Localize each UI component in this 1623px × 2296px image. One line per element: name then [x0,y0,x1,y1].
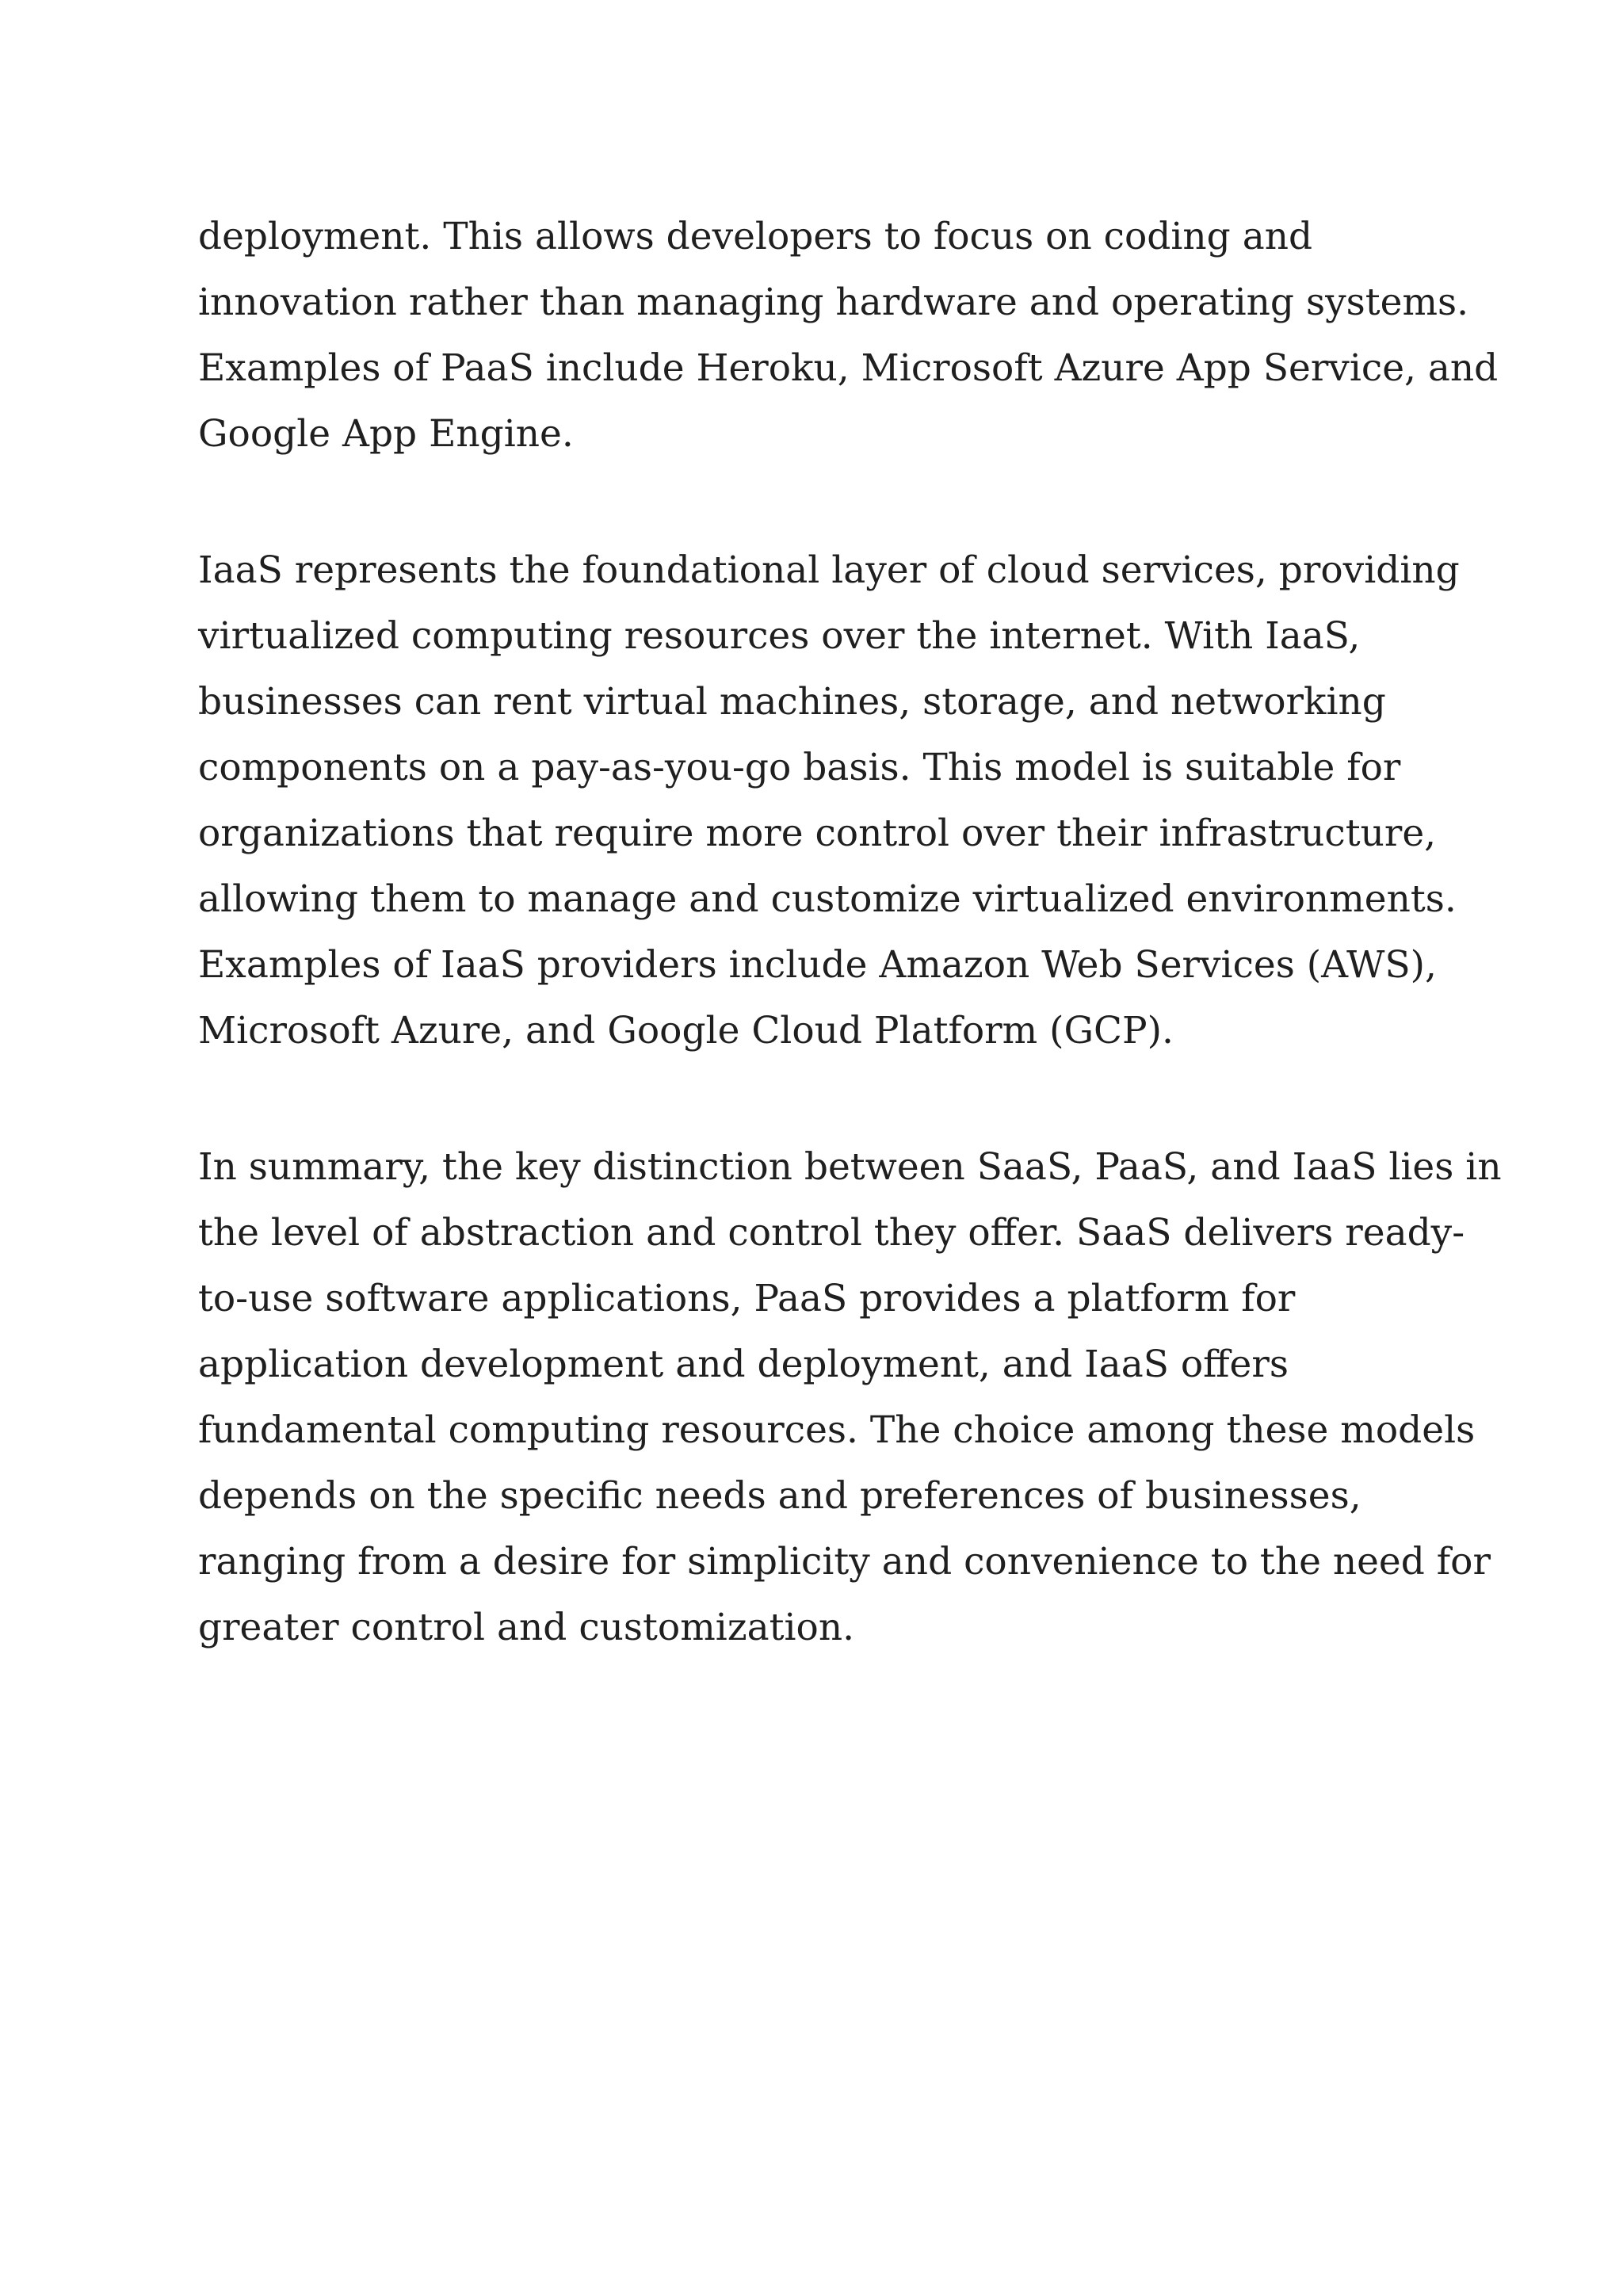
text-line: innovation rather than managing hardware and operating systems. [198,281,1469,324]
paragraph-summary [198,1134,1502,1660]
document-body [198,204,1502,1660]
text-line: organizations that require more control over their infrastructure, [198,812,1437,855]
text-line: deployment. This allows developers to focus on coding and [198,215,1313,258]
text-line: IaaS represents the foundational layer of cloud services, providing [198,548,1460,592]
paragraph-paas-continued [198,204,1499,467]
text-line: allowing them to manage and customize virtualized environments. [198,877,1457,921]
text-line: application development and deployment, and IaaS offers [198,1343,1289,1386]
text-line: businesses can rent virtual machines, storage, and networking [198,680,1386,724]
text-line: Google App Engine. [198,412,574,456]
text-line: ranging from a desire for simplicity and convenience to the need for [198,1540,1491,1584]
text-line: virtualized computing resources over the internet. With IaaS, [198,614,1361,658]
text-line: Microsoft Azure, and Google Cloud Platform (GCP). [198,1009,1174,1052]
text-line: In summary, the key distinction between SaaS, PaaS, and IaaS lies in [198,1145,1502,1189]
paragraph-iaas [198,537,1460,1064]
text-line: the level of abstraction and control they offer. SaaS delivers ready- [198,1211,1465,1255]
text-line: components on a pay-as-you-go basis. This model is suitable for [198,746,1401,789]
text-line: greater control and customization. [198,1606,855,1649]
text-line: to-use software applications, PaaS provides a platform for [198,1277,1296,1320]
text-line: fundamental computing resources. The choice among these models [198,1408,1476,1452]
text-line: Examples of PaaS include Heroku, Microsoft Azure App Service, and [198,346,1499,390]
text-line: Examples of IaaS providers include Amazon Web Services (AWS), [198,943,1437,987]
text-line: depends on the specific needs and preferences of businesses, [198,1474,1361,1518]
